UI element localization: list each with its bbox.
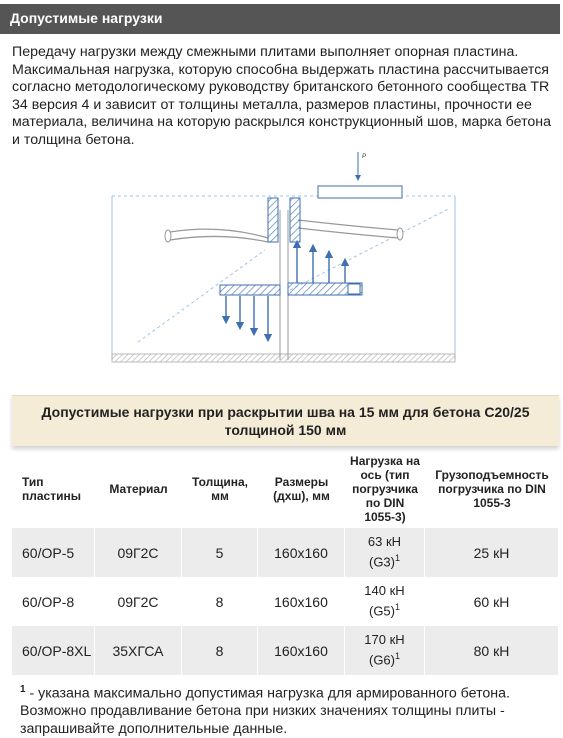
table-caption-line-1: Допустимые нагрузки при раскрытии шва на 15 мм для бетона С20/25 — [41, 404, 530, 420]
header-thickness: Толщина, мм — [192, 475, 248, 503]
footnote — [20, 681, 555, 738]
section-title: Допустимые нагрузки — [10, 10, 163, 26]
table-row — [12, 577, 559, 626]
cell-capacity: 25 кН — [425, 528, 559, 577]
cell-axle-load: 170 кН $(G6)^1$ — [345, 626, 425, 675]
dowel-right — [298, 220, 398, 230]
load-transfer-diagram — [100, 150, 470, 376]
header-capacity: Грузоподъемность погрузчика по DIN 1055-3 — [435, 468, 549, 510]
cell-capacity: 80 кН — [425, 626, 559, 675]
loads-table — [12, 450, 559, 675]
cell-size: 160x160 — [258, 626, 345, 675]
cell-material: 35ХГСА — [95, 626, 182, 675]
diagram-svg — [100, 150, 470, 376]
wheel-pad — [318, 186, 402, 198]
header-axle-load: Нагрузка на ось (тип погрузчика по DIN 1055-3) — [350, 454, 420, 524]
support-plate — [220, 285, 280, 295]
crack-line-left — [138, 250, 265, 342]
cell-thickness: 8 — [182, 626, 258, 675]
cell-material: 09Г2С — [95, 528, 182, 577]
cell-type: 60/OP-8XL — [12, 626, 95, 675]
cell-type: 60/OP-8 — [12, 577, 95, 626]
cell-thickness: 5 — [182, 528, 258, 577]
joint-profile-left — [268, 198, 278, 242]
cell-size: 160x160 — [258, 528, 345, 577]
base-layer — [112, 354, 455, 362]
load-label: P — [362, 154, 367, 160]
cell-capacity: 60 кН — [425, 577, 559, 626]
cell-axle-load: 140 кН $(G5)^1$ — [345, 577, 425, 626]
section-header — [0, 4, 560, 34]
table-caption-line-2: толщиной 150 мм — [224, 422, 347, 438]
intro-paragraph: Передачу нагрузки между смежными плитами выполняет опорная пластина. Максимальная нагрузка, которую способна выдержать пластина рассчитывается согласно методологическому руководству британского бетонного сообщества TR 34 версия 4 и зависит от толщины металла, размеров пластины, прочности ее материала, величина на которую раскрылся конструкционный шов, марка бетона и толщина бетона. — [12, 44, 552, 148]
table-row — [12, 626, 559, 675]
crack-line-right — [290, 208, 450, 290]
cell-size: 160x160 — [258, 577, 345, 626]
cell-thickness: 8 — [182, 577, 258, 626]
table-caption — [12, 395, 559, 446]
footnote-marker: 1 — [20, 684, 26, 695]
cell-axle-load: 63 кН $(G3)^1$ — [345, 528, 425, 577]
cell-type: 60/OP-5 — [12, 528, 95, 577]
header-material: Материал — [109, 482, 168, 496]
footnote-text: - указана максимально допустимая нагрузка для армированного бетона. Возможно продавливание бетона при низких значениях толщины плиты - запрашивайте дополнительные данные. — [20, 685, 510, 737]
header-size: Размеры (дхш), мм — [273, 475, 330, 503]
header-type: Тип пластины — [22, 475, 81, 503]
cell-material: 09Г2С — [95, 577, 182, 626]
table-row — [12, 528, 559, 577]
joint-profile-right — [290, 198, 300, 242]
table-header-row — [12, 450, 559, 528]
